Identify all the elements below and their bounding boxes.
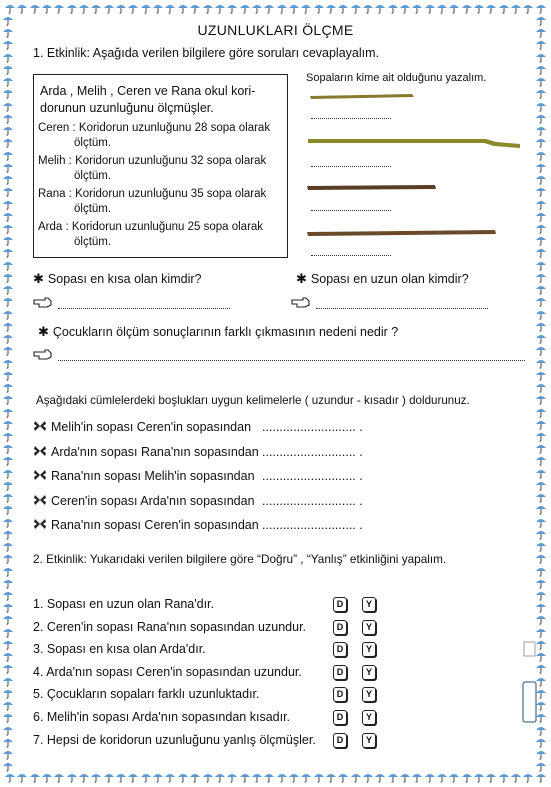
- umbrella-icon: [66, 2, 78, 14]
- umbrella-icon: [2, 246, 14, 258]
- umbrella-icon: [2, 589, 14, 601]
- umbrella-icon: [510, 2, 522, 14]
- stick-1: [308, 88, 416, 102]
- umbrella-icon: [350, 2, 362, 14]
- umbrella-icon: [214, 771, 226, 783]
- umbrella-icon: [535, 112, 547, 124]
- umbrella-icon: [535, 198, 547, 210]
- umbrella-icon: [41, 771, 53, 783]
- umbrella-icon: [2, 112, 14, 124]
- umbrella-icon: [535, 320, 547, 332]
- umbrella-icon: [140, 2, 152, 14]
- umbrella-icon: [485, 2, 497, 14]
- umbrella-icon: [535, 136, 547, 148]
- umbrella-icon: [164, 771, 176, 783]
- umbrella-icon: [362, 2, 374, 14]
- umbrella-icon: [535, 63, 547, 75]
- umbrella-icon: [535, 295, 547, 307]
- false-option[interactable]: Y: [362, 597, 376, 612]
- umbrella-icon: [2, 638, 14, 650]
- umbrella-icon: [2, 332, 14, 344]
- umbrella-icon: [103, 771, 115, 783]
- umbrella-icon: [2, 308, 14, 320]
- umbrella-icon: [535, 430, 547, 442]
- umbrella-icon: [411, 771, 423, 783]
- umbrella-icon: [177, 771, 189, 783]
- umbrella-icon: [461, 771, 473, 783]
- umbrella-icon: [78, 2, 90, 14]
- umbrella-icon: [535, 38, 547, 50]
- umbrella-icon: [202, 771, 214, 783]
- umbrella-icon: [2, 650, 14, 662]
- stick-2-answer[interactable]: [311, 166, 391, 167]
- umbrella-icon: [424, 771, 436, 783]
- umbrella-icon: [448, 771, 460, 783]
- umbrella-icon: [2, 198, 14, 210]
- pointing-hand-icon: [33, 348, 53, 360]
- umbrella-icon: [2, 699, 14, 711]
- umbrella-icon: [226, 2, 238, 14]
- question-reason: ✱ Çocukların ölçüm sonuçlarının farklı çıkmasının nedeni nedir ?: [38, 324, 399, 339]
- umbrella-icon: [4, 771, 16, 783]
- umbrella-icon: [53, 771, 65, 783]
- umbrella-icon: [522, 771, 534, 783]
- umbrella-icon: [535, 210, 547, 222]
- umbrella-icon: [424, 2, 436, 14]
- umbrella-icon: [337, 771, 349, 783]
- umbrella-icon: [362, 771, 374, 783]
- umbrella-icon: [2, 430, 14, 442]
- umbrella-icon: [189, 771, 201, 783]
- umbrella-icon: [535, 283, 547, 295]
- umbrella-icon: [535, 503, 547, 515]
- umbrella-icon: [535, 577, 547, 589]
- umbrella-icon: [2, 161, 14, 173]
- box-line-2: Ceren : Koridorun uzunluğunu 28 sopa olarak: [38, 122, 271, 134]
- umbrella-icon: [2, 149, 14, 161]
- umbrella-icon: [535, 2, 547, 14]
- umbrella-icon: [2, 406, 14, 418]
- umbrella-icon: [387, 771, 399, 783]
- umbrella-icon: [535, 185, 547, 197]
- stick-4-answer[interactable]: [311, 255, 391, 256]
- umbrella-icon: [202, 2, 214, 14]
- umbrella-icon: [535, 222, 547, 234]
- umbrella-icon: [2, 454, 14, 466]
- butterfly-icon: [33, 469, 47, 481]
- statement: 2. Ceren'in sopası Rana'nın sopasından uzundur.: [33, 619, 307, 634]
- umbrella-icon: [189, 2, 201, 14]
- box-line-5: ölçtüm.: [74, 170, 112, 182]
- umbrella-icon: [2, 736, 14, 748]
- umbrella-icon: [251, 771, 263, 783]
- question-longest: ✱ Sopası en uzun olan kimdir?: [296, 271, 469, 286]
- umbrella-icon: [535, 589, 547, 601]
- umbrella-icon: [41, 2, 53, 14]
- butterfly-icon: [33, 420, 47, 432]
- umbrella-icon: [485, 771, 497, 783]
- stick-2: [306, 133, 524, 153]
- true-option[interactable]: D: [333, 620, 347, 635]
- fill-item: Rana'nın sopası Ceren'in sopasından: [33, 518, 259, 532]
- box-line-0: Arda , Melih , Ceren ve Rana okul kori-: [40, 84, 256, 98]
- umbrella-icon: [2, 320, 14, 332]
- umbrella-icon: [535, 173, 547, 185]
- umbrella-icon: [29, 771, 41, 783]
- true-option[interactable]: D: [333, 597, 347, 612]
- umbrella-icon: [535, 454, 547, 466]
- umbrella-icon: [164, 2, 176, 14]
- asterisk-icon: ✱: [296, 271, 307, 286]
- fill-item: Arda'nın sopası Rana'nın sopasından: [33, 445, 259, 459]
- umbrella-icon: [535, 369, 547, 381]
- umbrella-icon: [4, 2, 16, 14]
- umbrella-icon: [2, 467, 14, 479]
- umbrella-icon: [510, 771, 522, 783]
- umbrella-icon: [2, 185, 14, 197]
- umbrella-icon: [239, 2, 251, 14]
- umbrella-icon: [325, 2, 337, 14]
- page-title: UZUNLUKLARI ÖLÇME: [197, 22, 354, 38]
- umbrella-icon: [16, 2, 28, 14]
- false-option[interactable]: Y: [362, 733, 376, 748]
- umbrella-icon: [374, 771, 386, 783]
- statement: 1. Sopası en uzun olan Rana'dır.: [33, 597, 214, 611]
- umbrella-icon: [399, 2, 411, 14]
- umbrella-icon: [535, 467, 547, 479]
- umbrella-icon: [276, 771, 288, 783]
- umbrella-icon: [535, 540, 547, 552]
- statement: 6. Melih'in sopası Arda'nın sopasından kısadır.: [33, 710, 291, 724]
- umbrella-icon: [115, 2, 127, 14]
- stick-4: [305, 225, 500, 239]
- top-border: [4, 2, 547, 16]
- umbrella-icon: [2, 63, 14, 75]
- umbrella-icon: [103, 2, 115, 14]
- umbrella-icon: [2, 613, 14, 625]
- true-option[interactable]: D: [333, 733, 347, 748]
- question-shortest: ✱ Sopası en kısa olan kimdir?: [33, 271, 202, 286]
- umbrella-icon: [498, 2, 510, 14]
- umbrella-icon: [276, 2, 288, 14]
- umbrella-icon: [16, 771, 28, 783]
- umbrella-icon: [2, 38, 14, 50]
- umbrella-icon: [498, 771, 510, 783]
- umbrella-icon: [350, 771, 362, 783]
- umbrella-icon: [374, 2, 386, 14]
- box-line-1: dorunun uzunluğunu ölçmüşler.: [40, 101, 214, 115]
- fill-blank[interactable]: ........................... .: [262, 420, 363, 434]
- umbrella-icon: [313, 2, 325, 14]
- umbrella-icon: [300, 771, 312, 783]
- umbrella-icon: [2, 662, 14, 674]
- umbrella-icon: [535, 332, 547, 344]
- bottom-border: [4, 771, 547, 785]
- left-border: [2, 14, 16, 773]
- false-option[interactable]: Y: [362, 687, 376, 702]
- umbrella-icon: [535, 565, 547, 577]
- umbrella-icon: [2, 516, 14, 528]
- umbrella-icon: [2, 503, 14, 515]
- fill-item: Rana'nın sopası Melih'in sopasından: [33, 469, 255, 483]
- umbrella-icon: [325, 771, 337, 783]
- side-watermark: [520, 640, 540, 770]
- umbrella-icon: [2, 675, 14, 687]
- umbrella-icon: [535, 626, 547, 638]
- umbrella-icon: [522, 2, 534, 14]
- umbrella-icon: [2, 75, 14, 87]
- umbrella-icon: [2, 222, 14, 234]
- umbrella-icon: [2, 760, 14, 772]
- umbrella-icon: [2, 344, 14, 356]
- pointing-hand-icon: [33, 296, 53, 308]
- fill-blank[interactable]: ........................... .: [262, 518, 363, 532]
- umbrella-icon: [473, 2, 485, 14]
- umbrella-icon: [2, 283, 14, 295]
- statement: 7. Hepsi de koridorun uzunluğunu yanlış ölçmüşler.: [33, 732, 316, 747]
- umbrella-icon: [288, 2, 300, 14]
- umbrella-icon: [2, 687, 14, 699]
- umbrella-icon: [387, 2, 399, 14]
- umbrella-icon: [2, 601, 14, 613]
- asterisk-icon: ✱: [33, 271, 44, 286]
- umbrella-icon: [535, 516, 547, 528]
- umbrella-icon: [140, 771, 152, 783]
- umbrella-icon: [535, 308, 547, 320]
- box-line-3: ölçtüm.: [74, 137, 112, 149]
- fill-item: Melih'in sopası Ceren'in sopasından: [33, 420, 251, 434]
- answer-reason[interactable]: [58, 360, 525, 361]
- umbrella-icon: [263, 2, 275, 14]
- umbrella-icon: [535, 149, 547, 161]
- umbrella-icon: [436, 2, 448, 14]
- umbrella-icon: [2, 626, 14, 638]
- umbrella-icon: [2, 711, 14, 723]
- umbrella-icon: [535, 100, 547, 112]
- umbrella-icon: [411, 2, 423, 14]
- umbrella-icon: [152, 2, 164, 14]
- umbrella-icon: [2, 234, 14, 246]
- umbrella-icon: [2, 491, 14, 503]
- umbrella-icon: [2, 51, 14, 63]
- box-line-7: ölçtüm.: [74, 203, 112, 215]
- umbrella-icon: [535, 418, 547, 430]
- butterfly-icon: [33, 494, 47, 506]
- umbrella-icon: [535, 601, 547, 613]
- umbrella-icon: [535, 344, 547, 356]
- statement: 3. Sopası en kısa olan Arda'dır.: [33, 642, 206, 657]
- umbrella-icon: [2, 528, 14, 540]
- umbrella-icon: [2, 479, 14, 491]
- umbrella-icon: [177, 2, 189, 14]
- umbrella-icon: [535, 491, 547, 503]
- umbrella-icon: [535, 259, 547, 271]
- stick-1-answer[interactable]: [311, 118, 391, 119]
- umbrella-icon: [90, 2, 102, 14]
- false-option[interactable]: Y: [362, 710, 376, 725]
- umbrella-icon: [2, 552, 14, 564]
- umbrella-icon: [535, 51, 547, 63]
- umbrella-icon: [535, 381, 547, 393]
- umbrella-icon: [535, 161, 547, 173]
- false-option[interactable]: Y: [362, 620, 376, 635]
- umbrella-icon: [53, 2, 65, 14]
- umbrella-icon: [2, 210, 14, 222]
- umbrella-icon: [2, 442, 14, 454]
- umbrella-icon: [473, 771, 485, 783]
- umbrella-icon: [2, 259, 14, 271]
- umbrella-icon: [2, 724, 14, 736]
- butterfly-icon: [33, 518, 47, 530]
- umbrella-icon: [2, 124, 14, 136]
- umbrella-icon: [399, 771, 411, 783]
- umbrella-icon: [78, 771, 90, 783]
- box-line-8: Arda : Koridorun uzunluğunu 25 sopa olarak: [38, 221, 264, 233]
- answer-shortest[interactable]: [58, 308, 230, 309]
- umbrella-icon: [535, 357, 547, 369]
- umbrella-icon: [288, 771, 300, 783]
- true-option[interactable]: D: [333, 665, 347, 680]
- umbrella-icon: [2, 100, 14, 112]
- umbrella-icon: [535, 393, 547, 405]
- pointing-hand-icon: [291, 296, 311, 308]
- umbrella-icon: [300, 2, 312, 14]
- fill-blank[interactable]: ........................... .: [262, 493, 363, 508]
- umbrella-icon: [535, 528, 547, 540]
- umbrella-icon: [535, 442, 547, 454]
- umbrella-icon: [115, 771, 127, 783]
- umbrella-icon: [2, 748, 14, 760]
- umbrella-icon: [214, 2, 226, 14]
- umbrella-icon: [2, 271, 14, 283]
- umbrella-icon: [2, 136, 14, 148]
- umbrella-icon: [2, 577, 14, 589]
- umbrella-icon: [2, 540, 14, 552]
- umbrella-icon: [2, 418, 14, 430]
- umbrella-icon: [337, 2, 349, 14]
- umbrella-icon: [535, 479, 547, 491]
- umbrella-icon: [239, 771, 251, 783]
- umbrella-icon: [66, 771, 78, 783]
- fill-item: Ceren'in sopası Arda'nın sopasından: [33, 494, 255, 508]
- umbrella-icon: [29, 2, 41, 14]
- activity1-heading: 1. Etkinlik: Aşağıda verilen bilgilere göre soruları cevaplayalım.: [33, 46, 380, 60]
- umbrella-icon: [461, 2, 473, 14]
- box-line-4: Melih : Koridorun uzunluğunu 32 sopa olarak: [38, 155, 267, 167]
- fill-blank[interactable]: ........................... .: [262, 444, 363, 459]
- umbrella-icon: [535, 406, 547, 418]
- umbrella-icon: [2, 357, 14, 369]
- umbrella-icon: [263, 771, 275, 783]
- box-line-6: Rana : Koridorun uzunluğunu 35 sopa olarak: [38, 188, 267, 200]
- umbrella-icon: [313, 771, 325, 783]
- umbrella-icon: [127, 771, 139, 783]
- umbrella-icon: [2, 87, 14, 99]
- umbrella-icon: [251, 2, 263, 14]
- umbrella-icon: [535, 234, 547, 246]
- umbrella-icon: [2, 381, 14, 393]
- umbrella-icon: [2, 565, 14, 577]
- umbrella-icon: [535, 75, 547, 87]
- umbrella-icon: [2, 393, 14, 405]
- butterfly-icon: [33, 445, 47, 457]
- umbrella-icon: [127, 2, 139, 14]
- umbrella-icon: [2, 173, 14, 185]
- umbrella-icon: [535, 124, 547, 136]
- statement: 5. Çocukların sopaları farklı uzunluktadır.: [33, 687, 260, 702]
- info-box: [33, 74, 288, 258]
- false-option[interactable]: Y: [362, 665, 376, 680]
- activity2-heading: 2. Etkinlik: Yukarıdaki verilen bilgilere göre “Doğru” , “Yanlış” etkinliğini yapalım.: [33, 552, 447, 566]
- stick-3-answer[interactable]: [311, 210, 391, 211]
- answer-longest[interactable]: [316, 308, 488, 309]
- fill-blank[interactable]: ........................... .: [262, 469, 363, 483]
- true-option[interactable]: D: [333, 710, 347, 725]
- true-option[interactable]: D: [333, 642, 347, 657]
- umbrella-icon: [535, 271, 547, 283]
- statement: 4. Arda'nın sopası Ceren'in sopasından uzundur.: [33, 664, 302, 679]
- umbrella-icon: [436, 771, 448, 783]
- asterisk-icon: ✱: [38, 324, 49, 339]
- umbrella-icon: [535, 87, 547, 99]
- umbrella-icon: [535, 613, 547, 625]
- fill-instruction: Aşağıdaki cümlelerdeki boşlukları uygun kelimelerle ( uzundur - kısadır ) doldurunuz.: [36, 394, 470, 407]
- box-line-9: ölçtüm.: [74, 236, 112, 248]
- umbrella-icon: [2, 369, 14, 381]
- umbrella-icon: [90, 771, 102, 783]
- umbrella-icon: [448, 2, 460, 14]
- umbrella-icon: [2, 295, 14, 307]
- sticks-instruction: Sopaların kime ait olduğunu yazalım.: [306, 72, 487, 84]
- false-option[interactable]: Y: [362, 642, 376, 657]
- umbrella-icon: [535, 246, 547, 258]
- umbrella-icon: [226, 771, 238, 783]
- umbrella-icon: [152, 771, 164, 783]
- umbrella-icon: [535, 771, 547, 783]
- true-option[interactable]: D: [333, 687, 347, 702]
- umbrella-icon: [535, 552, 547, 564]
- stick-3: [305, 180, 440, 194]
